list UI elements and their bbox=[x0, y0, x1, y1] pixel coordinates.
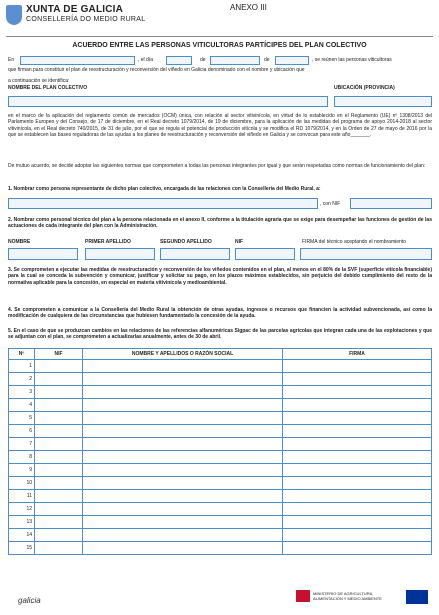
header-name: NOMBRE Y APELLIDOS O RAZÓN SOCIAL bbox=[83, 349, 283, 360]
label-dia: , el día bbox=[138, 57, 154, 63]
signature-cell[interactable] bbox=[283, 503, 432, 516]
label-location: UBICACIÓN (PROVINCIA) bbox=[334, 85, 395, 91]
representative-field[interactable] bbox=[8, 198, 318, 209]
name-cell[interactable] bbox=[83, 490, 283, 503]
row-number: 2 bbox=[9, 373, 35, 386]
document-title: ACUERDO ENTRE LAS PERSONAS VITICULTORAS PARTÍCIPES DEL PLAN COLECTIVO bbox=[72, 42, 367, 49]
table-header-row bbox=[9, 349, 432, 360]
header-nif: NIF bbox=[35, 349, 83, 360]
table-row bbox=[9, 464, 432, 477]
signature-cell[interactable] bbox=[283, 425, 432, 438]
row-number: 13 bbox=[9, 516, 35, 529]
signature-cell[interactable] bbox=[283, 529, 432, 542]
name-cell[interactable] bbox=[83, 399, 283, 412]
header-signature: FIRMA bbox=[283, 349, 432, 360]
annex-label: ANEXO III bbox=[230, 3, 267, 12]
name-cell[interactable] bbox=[83, 542, 283, 555]
name-cell[interactable] bbox=[83, 360, 283, 373]
nif-cell[interactable] bbox=[35, 373, 83, 386]
nif-cell[interactable] bbox=[35, 529, 83, 542]
item-1: 1. Nombrar como persona representante de dicho plan colectivo, encargada de las relaciones con la Consellería del Medio Rural, a: bbox=[8, 186, 321, 192]
table-row bbox=[9, 503, 432, 516]
tech-name-field[interactable] bbox=[8, 248, 78, 260]
col-primer-apellido: PRIMER APELLIDO bbox=[85, 239, 131, 245]
col-nif: NIF bbox=[235, 239, 244, 245]
label-de: de bbox=[200, 57, 206, 63]
name-cell[interactable] bbox=[83, 516, 283, 529]
nif-cell[interactable] bbox=[35, 477, 83, 490]
name-cell[interactable] bbox=[83, 386, 283, 399]
table-row bbox=[9, 412, 432, 425]
text-line3: a continuación se identifica: bbox=[8, 78, 70, 84]
signature-cell[interactable] bbox=[283, 516, 432, 529]
name-cell[interactable] bbox=[83, 451, 283, 464]
nif-cell[interactable] bbox=[35, 451, 83, 464]
nif-cell[interactable] bbox=[35, 438, 83, 451]
table-row bbox=[9, 490, 432, 503]
paragraph-agreement: De mutuo acuerdo, se decide adoptar las siguientes normas que comprometen a todas las personas integrantes por igual y que serán respetadas como normas de funcionamiento del plan: bbox=[8, 163, 426, 169]
nif-cell[interactable] bbox=[35, 464, 83, 477]
month-field[interactable] bbox=[210, 56, 260, 65]
nif-cell[interactable] bbox=[35, 425, 83, 438]
nif-cell[interactable] bbox=[35, 490, 83, 503]
nif-cell[interactable] bbox=[35, 503, 83, 516]
table-row bbox=[9, 516, 432, 529]
table-row bbox=[9, 360, 432, 373]
label-nif: , con NIF bbox=[320, 201, 341, 207]
row-number: 8 bbox=[9, 451, 35, 464]
header-num: Nº bbox=[9, 349, 35, 360]
signature-cell[interactable] bbox=[283, 360, 432, 373]
nif-cell[interactable] bbox=[35, 360, 83, 373]
row-number: 15 bbox=[9, 542, 35, 555]
tech-surname1-field[interactable] bbox=[85, 248, 155, 260]
label-plan-name: NOMBRE DEL PLAN COLECTIVO bbox=[8, 85, 88, 91]
table-row bbox=[9, 438, 432, 451]
item-2: 2. Nombrar como personal técnico del plan a la persona relacionada en el anexo II, conforme a la titulación agraria que se exige para desempeñar las funciones de gestión de las actuaciones de cada integrante del plan con la Administración. bbox=[8, 217, 432, 230]
text-reunen: , se reúnen las personas viticultoras bbox=[312, 57, 392, 63]
xunta-shield-icon bbox=[6, 5, 22, 25]
col-segundo-apellido: SEGUNDO APELLIDO bbox=[160, 239, 212, 245]
representative-nif-field[interactable] bbox=[350, 198, 432, 209]
row-number: 4 bbox=[9, 399, 35, 412]
eu-flag-icon bbox=[406, 590, 428, 604]
name-cell[interactable] bbox=[83, 412, 283, 425]
col-firma-tecnico: FIRMA del técnico aceptando el nombramiento bbox=[302, 239, 406, 245]
plan-name-field[interactable] bbox=[8, 96, 328, 107]
tech-nif-field[interactable] bbox=[235, 248, 295, 260]
name-cell[interactable] bbox=[83, 373, 283, 386]
signature-cell[interactable] bbox=[283, 373, 432, 386]
text-line2: que firman para constituir el plan de reestructuración y reconversión del viñedo en Galicia denominado con el nombre y ubicación que bbox=[8, 67, 305, 73]
row-number: 14 bbox=[9, 529, 35, 542]
row-number: 9 bbox=[9, 464, 35, 477]
nif-cell[interactable] bbox=[35, 386, 83, 399]
name-cell[interactable] bbox=[83, 477, 283, 490]
ministry-label: MINISTERIO DE AGRICULTURA, ALIMENTACIÓN Y MEDIO AMBIENTE bbox=[313, 591, 382, 601]
members-table bbox=[8, 348, 432, 555]
place-field[interactable] bbox=[20, 56, 135, 65]
name-cell[interactable] bbox=[83, 503, 283, 516]
signature-cell[interactable] bbox=[283, 490, 432, 503]
name-cell[interactable] bbox=[83, 464, 283, 477]
table-row bbox=[9, 399, 432, 412]
row-number: 5 bbox=[9, 412, 35, 425]
item-5: 5. En el caso de que se produzcan cambios en las relaciones de las referencias alfanuméricas Sigpac de las parcelas agrícolas que integran cada una de las explotaciones y que se adjuntan con el plan, se comprometen a actualizarlas anualmente, antes de 30 de abril. bbox=[8, 328, 432, 341]
row-number: 11 bbox=[9, 490, 35, 503]
table-row bbox=[9, 386, 432, 399]
galicia-logo: galicia bbox=[18, 596, 41, 605]
table-row bbox=[9, 425, 432, 438]
row-number: 1 bbox=[9, 360, 35, 373]
signature-cell[interactable] bbox=[283, 542, 432, 555]
row-number: 3 bbox=[9, 386, 35, 399]
paragraph-legal: en el marco de la aplicación del reglamento común de mercados (OCM) única, con relación al sector vitivinícola, en virtud de lo establecido en el Reglamento (UE) nº 1308/2013 del Parlamento Europeo y del Consejo, de 17 de diciembre, en el Real decreto 1079/2014, de 19 de diciembre, para la aplicación de las medidas del programa de apoyo 2014-2018 al sector vitivinícola, en el Real decreto 740/2015, de 31 de julio, por el que se regula el potencial de producción vitícola y se modifica el RD 1079/2014, y en la Orden de 27 de mayo de 2016 por la que se establecen las bases reguladoras de las ayudas a los planes de reestructuración y reconversión del viñedo en Galicia y se convocan para este año_______. bbox=[8, 113, 432, 139]
item-3: 3. Se comprometen a ejecutar las medidas de reestructuración y reconversión de los viñedos contenidos en el plan, al menos en el 80% de la SVF (superficie vitícola financiable) para la cual se conceda la subvención y comunicar, justificar y solicitar su pago, en los plazos máximos establecidos, sin perjuicio del debido cumplimiento del resto de la normativa aplicable para la concesión, en especial en materia vitivinícola y medioambiental. bbox=[8, 267, 432, 286]
table-row bbox=[9, 542, 432, 555]
row-number: 6 bbox=[9, 425, 35, 438]
spain-crest-icon bbox=[296, 590, 310, 602]
name-cell[interactable] bbox=[83, 425, 283, 438]
org-title: XUNTA DE GALICIA bbox=[26, 4, 124, 15]
col-nombre: NOMBRE bbox=[8, 239, 31, 245]
province-field[interactable] bbox=[334, 96, 432, 107]
nif-cell[interactable] bbox=[35, 516, 83, 529]
table-row bbox=[9, 477, 432, 490]
signature-cell[interactable] bbox=[283, 477, 432, 490]
label-de2: de bbox=[264, 57, 270, 63]
table-row bbox=[9, 529, 432, 542]
nif-cell[interactable] bbox=[35, 399, 83, 412]
signature-cell[interactable] bbox=[283, 412, 432, 425]
tech-surname2-field[interactable] bbox=[160, 248, 230, 260]
tech-signature-field[interactable] bbox=[300, 248, 432, 260]
name-cell[interactable] bbox=[83, 438, 283, 451]
signature-cell[interactable] bbox=[283, 438, 432, 451]
nif-cell[interactable] bbox=[35, 412, 83, 425]
table-row bbox=[9, 373, 432, 386]
signature-cell[interactable] bbox=[283, 386, 432, 399]
table-row bbox=[9, 451, 432, 464]
signature-cell[interactable] bbox=[283, 464, 432, 477]
signature-cell[interactable] bbox=[283, 399, 432, 412]
row-number: 12 bbox=[9, 503, 35, 516]
day-field[interactable] bbox=[166, 56, 192, 65]
divider bbox=[6, 36, 433, 37]
org-subtitle: CONSELLERÍA DO MEDIO RURAL bbox=[26, 16, 146, 23]
nif-cell[interactable] bbox=[35, 542, 83, 555]
signature-cell[interactable] bbox=[283, 451, 432, 464]
row-number: 7 bbox=[9, 438, 35, 451]
name-cell[interactable] bbox=[83, 529, 283, 542]
year-field[interactable] bbox=[275, 56, 309, 65]
item-4: 4. Se comprometen a comunicar a la Consellería del Medio Rural la obtención de otras ayudas, ingresos o recursos que financien la actividad subvencionada, así como la modificación de cualquiera de las circunstancias que hubiesen fundamentado la concesión de la ayuda. bbox=[8, 307, 432, 320]
row-number: 10 bbox=[9, 477, 35, 490]
label-en: En bbox=[8, 57, 15, 63]
